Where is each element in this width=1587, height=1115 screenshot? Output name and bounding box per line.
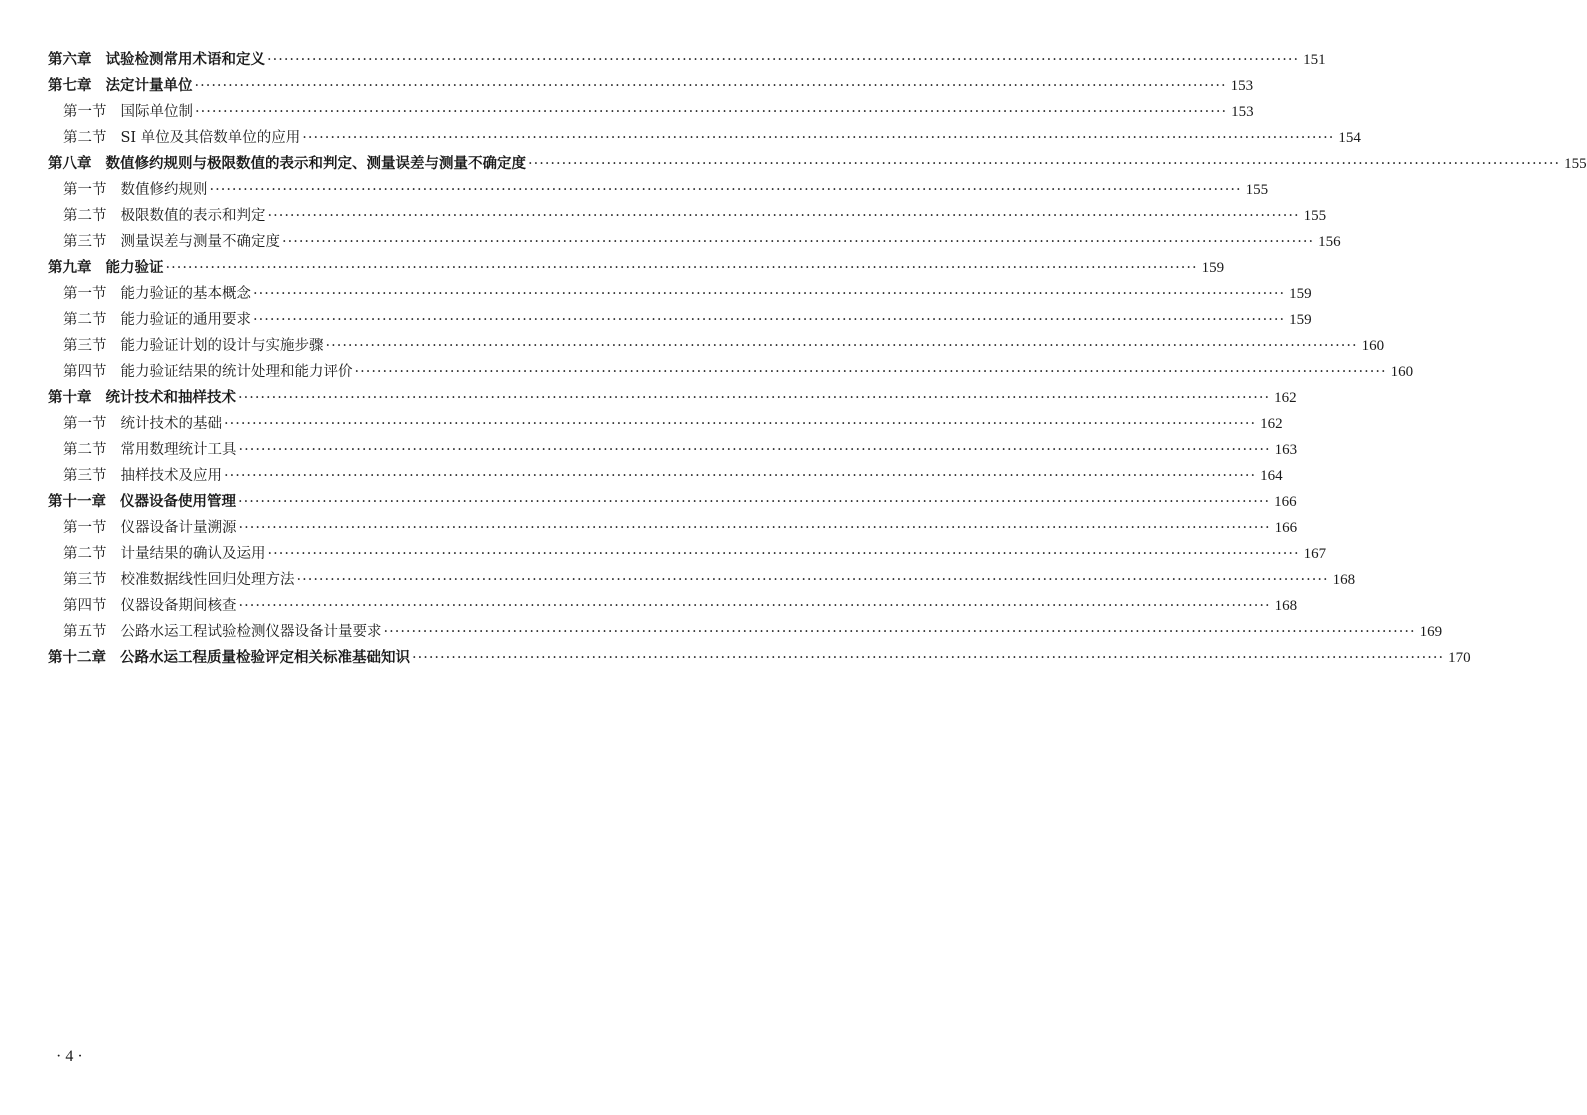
toc-leader-dots (238, 390, 1270, 406)
toc-entry-label (48, 74, 193, 95)
toc-entry-title: 数值修约规则与极限数值的表示和判定、测量误差与测量不确定度 (105, 156, 526, 172)
toc-leader-dots (224, 416, 1256, 432)
toc-entry-label (48, 152, 526, 173)
toc-section-entry[interactable] (0, 568, 1356, 594)
toc-entry-page: 153 (1230, 78, 1254, 94)
toc-entry-label (48, 490, 236, 511)
toc-entry-page: 163 (1274, 442, 1298, 458)
toc-leader-dots (268, 208, 1300, 224)
toc-chapter-entry[interactable] (0, 152, 1587, 178)
toc-entry-label (63, 620, 382, 641)
toc-entry-title: 仪器设备期间核查 (120, 598, 237, 614)
toc-leader-dots (166, 260, 1198, 276)
toc-entry-label (63, 230, 280, 251)
toc-entry-title: 能力验证的通用要求 (120, 312, 251, 328)
toc-entry-page: 154 (1338, 130, 1361, 146)
toc-leader-dots (267, 52, 1299, 68)
toc-entry-page: 153 (1231, 104, 1254, 120)
page-number-dot-right: · (77, 1048, 83, 1065)
toc-entry-label (63, 126, 300, 147)
toc-entry-title: 仪器设备计量溯源 (120, 520, 237, 536)
toc-entry-title: 法定计量单位 (105, 78, 193, 94)
toc-entry-number: 第三节 (63, 234, 107, 250)
toc-entry-label (63, 438, 237, 459)
toc-leader-dots (282, 234, 1314, 250)
toc-entry-label (48, 646, 410, 667)
toc-entry-title: 仪器设备使用管理 (120, 494, 236, 510)
toc-entry-number: 第四节 (63, 364, 107, 380)
toc-entry-page: 155 (1303, 208, 1327, 224)
toc-entry-page: 160 (1361, 338, 1385, 354)
toc-section-entry[interactable] (0, 230, 1341, 256)
toc-section-entry[interactable] (0, 126, 1361, 152)
toc-entry-title: 测量误差与测量不确定度 (120, 234, 280, 250)
page-number (54, 1048, 85, 1066)
toc-entry-page: 164 (1260, 468, 1283, 484)
toc-entry-number: 第二节 (63, 312, 107, 328)
toc-entry-page: 170 (1448, 650, 1471, 666)
toc-entry-page: 159 (1289, 286, 1312, 302)
toc-entry-number: 第十二章 (48, 650, 106, 666)
toc-leader-dots (195, 78, 1227, 94)
toc-section-entry[interactable] (0, 334, 1385, 360)
toc-entry-page: 160 (1390, 364, 1414, 380)
toc-leader-dots (384, 624, 1416, 640)
toc-entry-label (63, 542, 266, 563)
toc-entry-page: 159 (1289, 312, 1312, 328)
toc-entry-page: 151 (1303, 52, 1326, 68)
toc-leader-dots (239, 442, 1271, 458)
toc-entry-label (63, 360, 353, 381)
toc-leader-dots (224, 468, 1256, 484)
toc-entry-number: 第三节 (63, 338, 107, 354)
toc-chapter-entry[interactable] (0, 646, 1471, 672)
toc-entry-number: 第十章 (48, 390, 92, 406)
toc-chapter-entry[interactable] (0, 386, 1297, 412)
toc-entry-title: 公路水运工程试验检测仪器设备计量要求 (120, 624, 382, 640)
toc-leader-dots (210, 182, 1242, 198)
toc-entry-number: 第一节 (63, 416, 107, 432)
toc-leader-dots (355, 364, 1387, 380)
toc-section-entry[interactable] (0, 620, 1443, 646)
toc-leader-dots (239, 520, 1271, 536)
toc-entry-title: 国际单位制 (120, 104, 193, 120)
toc-entry-label (63, 282, 251, 303)
toc-leader-dots (302, 130, 1334, 146)
toc-section-entry[interactable] (0, 308, 1312, 334)
toc-entry-title: 能力验证结果的统计处理和能力评价 (120, 364, 353, 380)
toc-entry-page: 167 (1303, 546, 1327, 562)
toc-leader-dots (268, 546, 1300, 562)
toc-entry-page: 162 (1274, 390, 1297, 406)
toc-entry-page: 162 (1260, 416, 1283, 432)
toc-section-entry[interactable] (0, 204, 1327, 230)
toc-leader-dots (326, 338, 1358, 354)
toc-entry-number: 第十一章 (48, 494, 106, 510)
toc-entry-label (48, 256, 164, 277)
toc-entry-label (63, 568, 295, 589)
toc-section-entry[interactable] (0, 282, 1312, 308)
toc-section-entry[interactable] (0, 594, 1298, 620)
toc-leader-dots (253, 312, 1285, 328)
toc-entry-number: 第一节 (63, 286, 107, 302)
toc-entry-number: 第一节 (63, 520, 107, 536)
toc-entry-label (63, 334, 324, 355)
toc-leader-dots (195, 104, 1227, 120)
toc-entry-label (63, 178, 208, 199)
toc-chapter-entry[interactable] (0, 74, 1254, 100)
toc-entry-number: 第二节 (63, 442, 107, 458)
toc-entry-page: 168 (1332, 572, 1356, 588)
toc-entry-label (48, 386, 236, 407)
toc-entry-page: 166 (1274, 520, 1298, 536)
toc-section-entry[interactable] (0, 516, 1298, 542)
toc-entry-page: 155 (1245, 182, 1269, 198)
toc-section-entry[interactable] (0, 178, 1269, 204)
toc-leader-dots (239, 598, 1271, 614)
toc-section-entry[interactable] (0, 412, 1283, 438)
toc-entry-number: 第二节 (63, 208, 107, 224)
page-number-dot-left: · (56, 1048, 62, 1065)
toc-entry-label (63, 204, 266, 225)
toc-entry-label (48, 48, 265, 69)
toc-entry-number: 第九章 (48, 260, 92, 276)
toc-entry-number: 第四节 (63, 598, 107, 614)
toc-entry-label (63, 100, 193, 121)
toc-entry-page: 166 (1274, 494, 1297, 510)
toc-entry-title: 试验检测常用术语和定义 (105, 52, 265, 68)
toc-entry-page: 168 (1274, 598, 1298, 614)
toc-chapter-entry[interactable] (0, 490, 1297, 516)
toc-entry-title: 校准数据线性回归处理方法 (120, 572, 295, 588)
toc-entry-title: 能力验证计划的设计与实施步骤 (120, 338, 324, 354)
toc-entry-number: 第二节 (63, 130, 107, 146)
toc-entry-label (63, 412, 222, 433)
toc-section-entry[interactable] (0, 100, 1254, 126)
toc-entry-number: 第二节 (63, 546, 107, 562)
toc-entry-number: 第一节 (63, 104, 107, 120)
toc-entry-label (63, 516, 237, 537)
toc-entry-title: 公路水运工程质量检验评定相关标准基础知识 (120, 650, 410, 666)
toc-entry-page: 169 (1419, 624, 1443, 640)
toc-entry-title: 常用数理统计工具 (120, 442, 237, 458)
toc-section-entry[interactable] (0, 464, 1283, 490)
toc-entry-number: 第八章 (48, 156, 92, 172)
table-of-contents (0, 48, 1587, 672)
toc-leader-dots (297, 572, 1329, 588)
toc-section-entry[interactable] (0, 360, 1414, 386)
toc-chapter-entry[interactable] (0, 48, 1326, 74)
toc-entry-title: 能力验证的基本概念 (120, 286, 251, 302)
toc-leader-dots (253, 286, 1285, 302)
toc-entry-label (63, 464, 222, 485)
toc-entry-title: SI 单位及其倍数单位的应用 (120, 130, 301, 146)
toc-entry-number: 第六章 (48, 52, 92, 68)
toc-entry-title: 数值修约规则 (120, 182, 208, 198)
toc-entry-number: 第三节 (63, 572, 107, 588)
toc-entry-title: 能力验证 (105, 260, 164, 276)
toc-entry-title: 抽样技术及应用 (120, 468, 222, 484)
toc-entry-page: 156 (1318, 234, 1341, 250)
page-number-value: 4 (65, 1048, 74, 1065)
toc-entry-title: 统计技术和抽样技术 (105, 390, 236, 406)
toc-entry-title: 统计技术的基础 (120, 416, 222, 432)
toc-entry-number: 第三节 (63, 468, 107, 484)
toc-entry-label (63, 308, 251, 329)
toc-leader-dots (412, 650, 1444, 666)
toc-chapter-entry[interactable] (0, 256, 1225, 282)
toc-entry-label (63, 594, 237, 615)
toc-entry-number: 第一节 (63, 182, 107, 198)
toc-section-entry[interactable] (0, 542, 1327, 568)
toc-leader-dots (238, 494, 1270, 510)
toc-entry-title: 极限数值的表示和判定 (120, 208, 266, 224)
toc-entry-number: 第五节 (63, 624, 107, 640)
toc-entry-page: 155 (1564, 156, 1587, 172)
toc-entry-page: 159 (1201, 260, 1225, 276)
toc-section-entry[interactable] (0, 438, 1298, 464)
toc-leader-dots (528, 156, 1560, 172)
toc-entry-title: 计量结果的确认及运用 (120, 546, 266, 562)
toc-entry-number: 第七章 (48, 78, 92, 94)
